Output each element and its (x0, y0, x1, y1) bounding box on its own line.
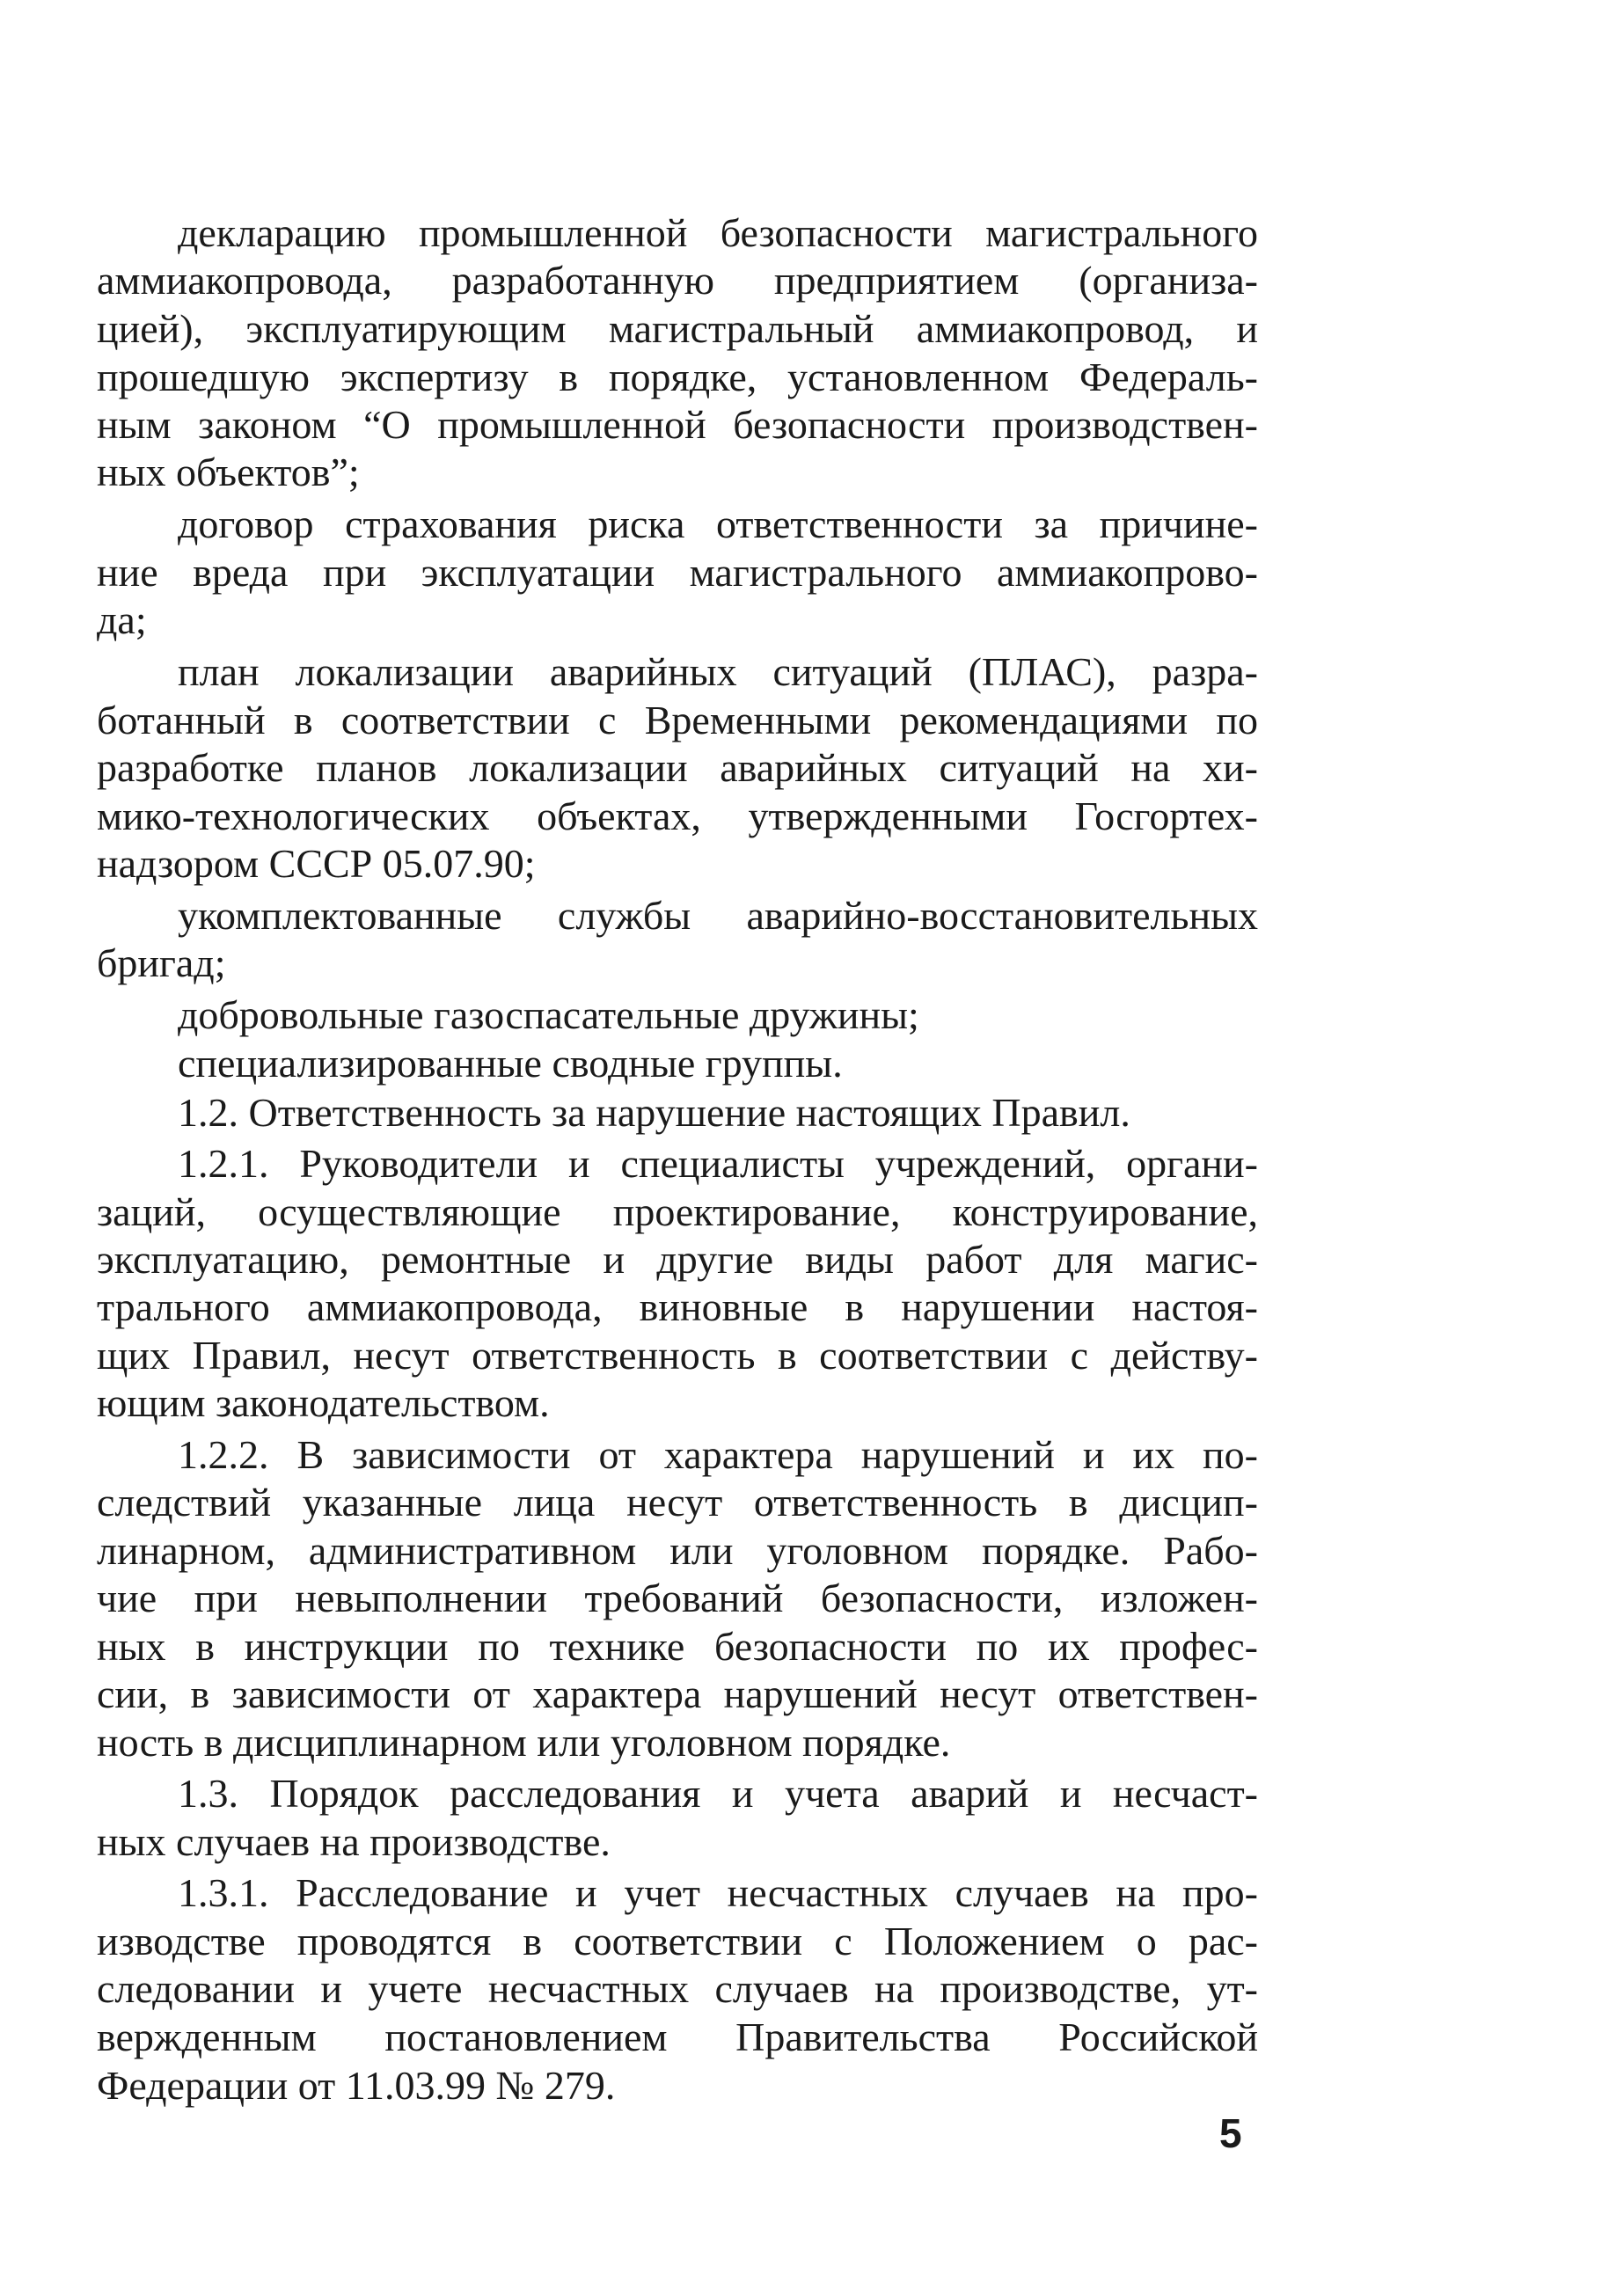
text-line: бригад; (97, 940, 226, 985)
text-line: изводстве проводятся в соответствии с Положением о рас- (97, 1919, 1258, 1963)
text-line: 1.3.1. Расследование и учет несчастных случаев на про- (178, 1870, 1258, 1915)
text-line: надзором СССР 05.07.90; (97, 841, 536, 886)
text-line: щих Правил, несут ответственность в соответствии с действу- (97, 1333, 1258, 1378)
text-line: Федерации от 11.03.99 № 279. (97, 2063, 616, 2108)
text-line: заций, осуществляющие проектирование, конструирование, (97, 1189, 1258, 1234)
text-line: план локализации аварийных ситуаций (ПЛАС), разра- (178, 649, 1258, 694)
text-line: договор страхования риска ответственности за причине- (178, 501, 1258, 546)
text-line: ющим законодательством. (97, 1380, 550, 1425)
text-line: ных в инструкции по технике безопасности по их профес- (97, 1624, 1258, 1669)
text-line: трального аммиакопровода, виновные в нарушении настоя- (97, 1284, 1258, 1329)
text-line: ных объектов”; (97, 450, 360, 494)
text-line: следствий указанные лица несут ответственность в дисцип- (97, 1480, 1258, 1525)
page-number: 5 (1219, 2110, 1242, 2156)
text-line: чие при невыполнении требований безопасности, изложен- (97, 1576, 1258, 1620)
text-line: следовании и учете несчастных случаев на производстве, ут- (97, 1966, 1258, 2011)
text-line: цией), эксплуатирующим магистральный аммиакопровод, и (97, 306, 1258, 351)
text-line: укомплектованные службы аварийно-восстановительных (178, 893, 1258, 938)
text-line: мико-технологических объектах, утвержденными Госгортех- (97, 793, 1258, 838)
text-line: ботанный в соответствии с Временными рекомендациями по (97, 698, 1258, 742)
text-line: эксплуатацию, ремонтные и другие виды работ для магис- (97, 1237, 1258, 1282)
text-line: специализированные сводные группы. (178, 1041, 843, 1086)
text-line: аммиакопровода, разработанную предприятием (организа- (97, 258, 1258, 303)
text-line: 1.3. Порядок расследования и учета аварий и несчаст- (178, 1771, 1258, 1816)
text-line: 1.2.2. В зависимости от характера нарушений и их по- (178, 1432, 1258, 1477)
text-line: ным законом “О промышленной безопасности производствен- (97, 402, 1258, 447)
text-line: прошедшую экспертизу в порядке, установленном Федераль- (97, 355, 1258, 399)
text-line: 1.2.1. Руководители и специалисты учреждений, органи- (178, 1141, 1258, 1186)
text-line: ность в дисциплинарном или уголовном порядке. (97, 1720, 951, 1765)
text-line: разработке планов локализации аварийных ситуаций на хи- (97, 745, 1258, 790)
text-line: ние вреда при эксплуатации магистрального аммиакопрово- (97, 550, 1258, 595)
text-line: да; (97, 597, 147, 642)
text-line: 1.2. Ответственность за нарушение настоящих Правил. (178, 1090, 1130, 1135)
text-line: сии, в зависимости от характера нарушений несут ответствен- (97, 1671, 1258, 1716)
text-line: линарном, административном или уголовном порядке. Рабо- (97, 1528, 1258, 1573)
text-line: добровольные газоспасательные дружины; (178, 992, 919, 1037)
text-line: ных случаев на производстве. (97, 1819, 611, 1864)
text-line: вержденным постановлением Правительства Российской (97, 2014, 1258, 2059)
text-line: декларацию промышленной безопасности магистрального (178, 210, 1258, 255)
